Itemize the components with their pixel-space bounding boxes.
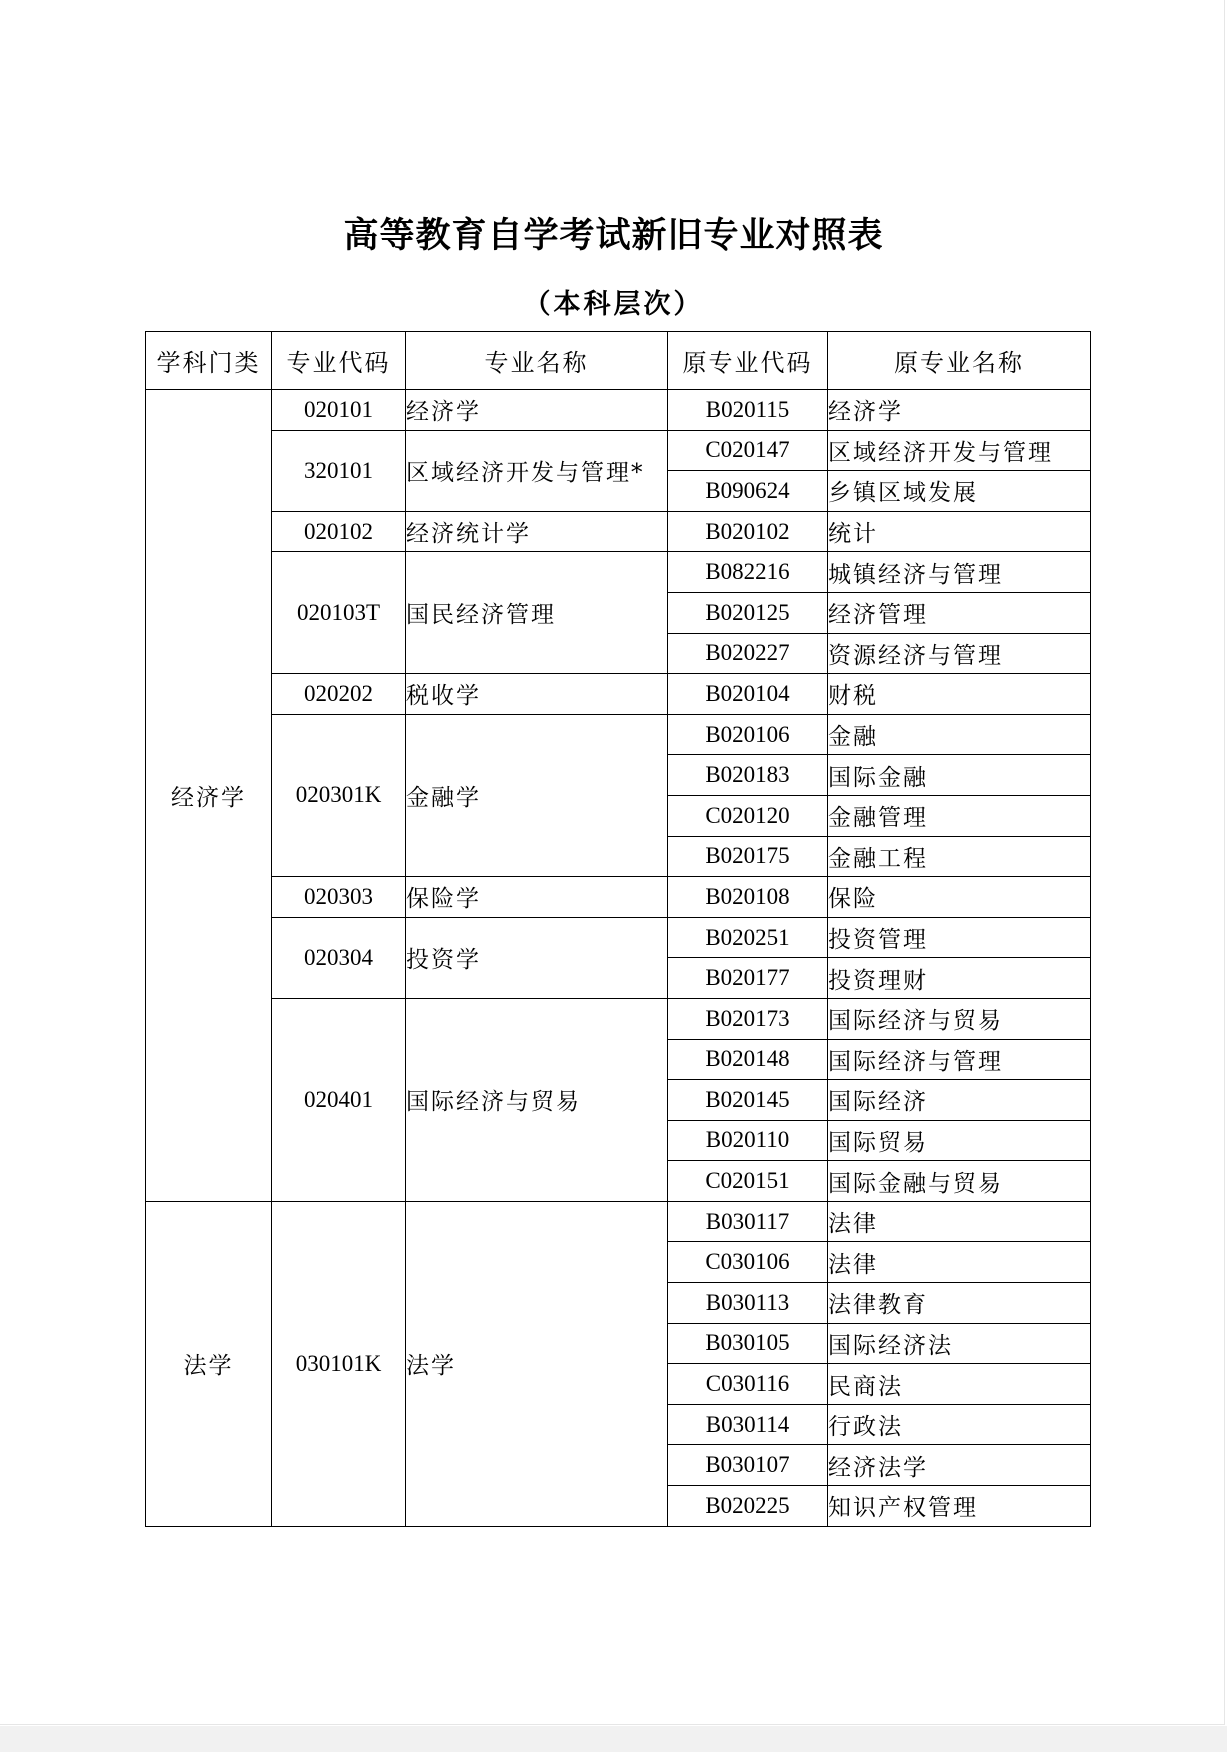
old-code-cell: C020151: [668, 1161, 828, 1202]
old-code-cell: B020175: [668, 836, 828, 877]
old-code-cell: B020102: [668, 511, 828, 552]
old-name-cell: 知识产权管理: [828, 1486, 1091, 1527]
old-code-cell: B020251: [668, 917, 828, 958]
major-mapping-table: [145, 331, 1091, 1527]
old-name-cell: 法律教育: [828, 1283, 1091, 1324]
old-code-cell: B020125: [668, 592, 828, 633]
header-old-name: 原专业名称: [828, 332, 1091, 390]
major-name-cell: 税收学: [406, 674, 668, 715]
old-code-cell: B020104: [668, 674, 828, 715]
old-code-cell: B020173: [668, 998, 828, 1039]
major-name-cell: 国际经济与贸易: [406, 998, 668, 1201]
old-code-cell: B030107: [668, 1445, 828, 1486]
major-name-cell: 区域经济开发与管理*: [406, 430, 668, 511]
old-code-cell: B030105: [668, 1323, 828, 1364]
viewer-bottom-bar: [0, 1726, 1227, 1752]
old-code-cell: C020120: [668, 795, 828, 836]
old-code-cell: C030106: [668, 1242, 828, 1283]
old-name-cell: 国际金融: [828, 755, 1091, 796]
major-name-cell: 投资学: [406, 917, 668, 998]
old-code-cell: B020177: [668, 958, 828, 999]
old-name-cell: 乡镇区域发展: [828, 471, 1091, 512]
table-row: [146, 430, 1091, 471]
major-code-cell: 020304: [272, 917, 406, 998]
old-name-cell: 国际金融与贸易: [828, 1161, 1091, 1202]
major-name-cell: 金融学: [406, 714, 668, 876]
major-code-cell: 020401: [272, 998, 406, 1201]
old-name-cell: 国际贸易: [828, 1120, 1091, 1161]
old-name-cell: 行政法: [828, 1404, 1091, 1445]
header-major-name: 专业名称: [406, 332, 668, 390]
table-row: [146, 552, 1091, 593]
header-category: 学科门类: [146, 332, 272, 390]
old-name-cell: 国际经济与管理: [828, 1039, 1091, 1080]
old-code-cell: B090624: [668, 471, 828, 512]
old-name-cell: 区域经济开发与管理: [828, 430, 1091, 471]
old-name-cell: 投资管理: [828, 917, 1091, 958]
old-name-cell: 金融: [828, 714, 1091, 755]
old-name-cell: 国际经济与贸易: [828, 998, 1091, 1039]
old-code-cell: B020115: [668, 390, 828, 431]
table-header-row: [146, 332, 1091, 390]
old-code-cell: B082216: [668, 552, 828, 593]
table-row: [146, 511, 1091, 552]
old-code-cell: B020110: [668, 1120, 828, 1161]
old-name-cell: 法律: [828, 1242, 1091, 1283]
major-code-cell: 020101: [272, 390, 406, 431]
major-code-cell: 020301K: [272, 714, 406, 876]
category-cell: 经济学: [146, 390, 272, 1202]
document-title: 高等教育自学考试新旧专业对照表: [343, 215, 884, 256]
old-code-cell: B030117: [668, 1201, 828, 1242]
old-name-cell: 保险: [828, 877, 1091, 918]
old-name-cell: 金融管理: [828, 795, 1091, 836]
major-name-cell: 经济统计学: [406, 511, 668, 552]
old-code-cell: B020148: [668, 1039, 828, 1080]
old-code-cell: B020108: [668, 877, 828, 918]
major-name-cell: 法学: [406, 1201, 668, 1526]
header-major-code: 专业代码: [272, 332, 406, 390]
old-name-cell: 民商法: [828, 1364, 1091, 1405]
old-name-cell: 经济管理: [828, 592, 1091, 633]
major-code-cell: 020202: [272, 674, 406, 715]
major-code-cell: 320101: [272, 430, 406, 511]
old-code-cell: B020183: [668, 755, 828, 796]
table-row: [146, 1201, 1091, 1242]
major-code-cell: 020303: [272, 877, 406, 918]
major-code-cell: 020103T: [272, 552, 406, 674]
old-name-cell: 国际经济法: [828, 1323, 1091, 1364]
old-code-cell: B020145: [668, 1080, 828, 1121]
category-cell: 法学: [146, 1201, 272, 1526]
old-name-cell: 经济学: [828, 390, 1091, 431]
old-name-cell: 经济法学: [828, 1445, 1091, 1486]
major-name-cell: 经济学: [406, 390, 668, 431]
table-row: [146, 877, 1091, 918]
document-subtitle: （本科层次）: [523, 289, 704, 320]
table-row: [146, 917, 1091, 958]
old-name-cell: 财税: [828, 674, 1091, 715]
major-code-cell: 030101K: [272, 1201, 406, 1526]
old-name-cell: 统计: [828, 511, 1091, 552]
table-row: [146, 674, 1091, 715]
table-row: [146, 714, 1091, 755]
table-row: [146, 390, 1091, 431]
old-code-cell: B030113: [668, 1283, 828, 1324]
old-name-cell: 金融工程: [828, 836, 1091, 877]
old-code-cell: B020227: [668, 633, 828, 674]
old-code-cell: C020147: [668, 430, 828, 471]
old-code-cell: C030116: [668, 1364, 828, 1405]
old-name-cell: 国际经济: [828, 1080, 1091, 1121]
table-row: [146, 998, 1091, 1039]
major-code-cell: 020102: [272, 511, 406, 552]
old-code-cell: B020106: [668, 714, 828, 755]
old-name-cell: 城镇经济与管理: [828, 552, 1091, 593]
old-name-cell: 资源经济与管理: [828, 633, 1091, 674]
old-code-cell: B020225: [668, 1486, 828, 1527]
old-name-cell: 投资理财: [828, 958, 1091, 999]
table-body: [146, 390, 1091, 1527]
header-old-code: 原专业代码: [668, 332, 828, 390]
major-name-cell: 保险学: [406, 877, 668, 918]
old-code-cell: B030114: [668, 1404, 828, 1445]
major-name-cell: 国民经济管理: [406, 552, 668, 674]
old-name-cell: 法律: [828, 1201, 1091, 1242]
